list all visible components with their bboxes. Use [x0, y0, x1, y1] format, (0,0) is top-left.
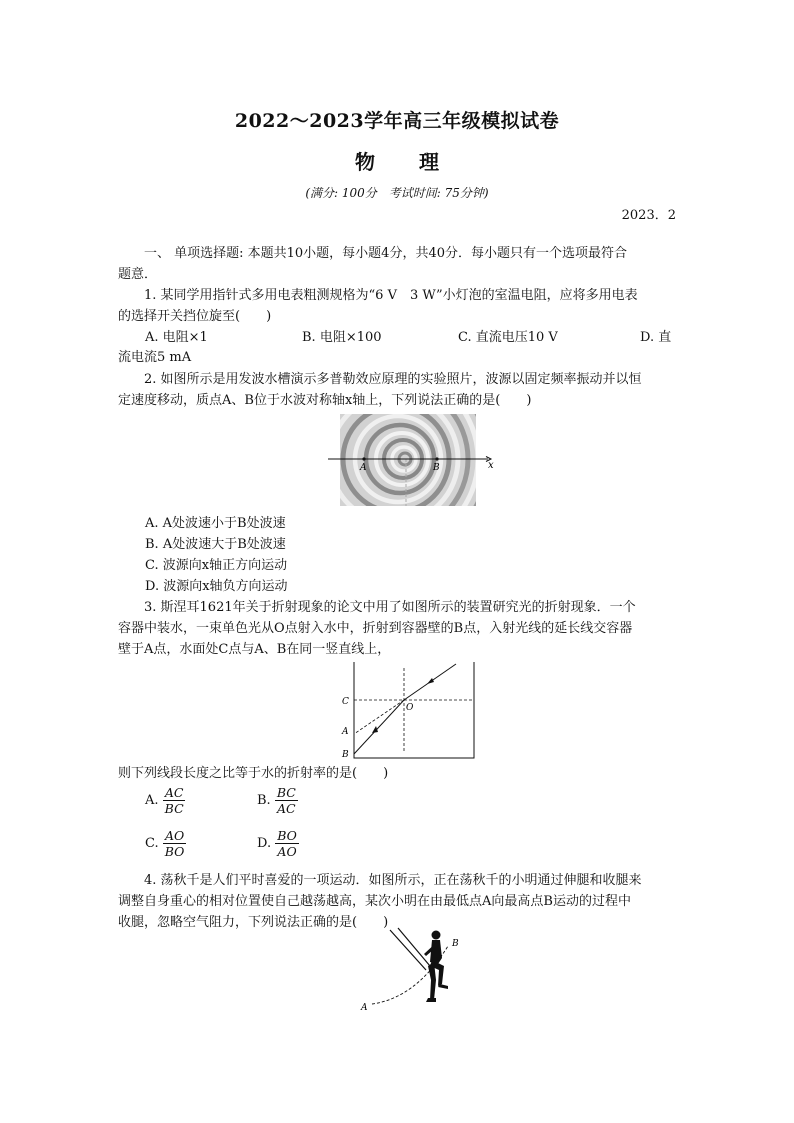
q3-option-d-fraction — [275, 828, 299, 859]
q2-option-c: C. 波源向x轴正方向运动 — [145, 558, 288, 573]
q3-option-a — [145, 785, 186, 816]
point-b-label: B — [433, 463, 440, 473]
exam-title: 2022～2023学年高三年级模拟试卷 — [234, 110, 560, 132]
q3-option-d — [257, 828, 299, 859]
q3-stem-line4: 则下列线段长度之比等于水的折射率的是( ) — [118, 766, 389, 781]
subject-char-1: 物 — [355, 150, 375, 174]
point-b-label: B — [452, 939, 459, 949]
q3-option-c-num: AO — [164, 828, 185, 843]
swing-rope-1 — [390, 930, 426, 970]
section-heading-cont: 题意． — [118, 267, 158, 282]
q4-stem-line3: 收腿，忽略空气阻力，下列说法正确的是( ) — [118, 915, 389, 930]
point-a-label: A — [342, 727, 349, 737]
x-axis-label: x — [488, 460, 494, 471]
person-silhouette — [424, 931, 448, 1003]
point-b-dot — [435, 457, 438, 460]
q3-option-a-fraction — [163, 785, 186, 816]
q3-option-b — [257, 785, 298, 816]
point-o-label: O — [406, 703, 414, 713]
subject-title — [0, 146, 794, 175]
q4-stem-line1: 4. 荡秋千是人们平时喜爱的一项运动．如图所示，正在荡秋千的小明通过伸腿和收腿来 — [144, 873, 642, 888]
q1-option-c: C. 直流电压10 V — [458, 330, 558, 345]
q3-option-b-num: BC — [276, 785, 296, 800]
incident-extension — [354, 700, 404, 734]
point-b-label: B — [342, 750, 349, 760]
q2-option-b: B. A处波速大于B处波速 — [145, 537, 286, 552]
q3-stem-line3: 壁于A点，水面处C点与A、B在同一竖直线上， — [118, 642, 391, 657]
q3-option-c-label: C. — [145, 836, 159, 851]
q3-option-b-fraction — [275, 785, 298, 816]
q3-option-c-fraction — [163, 828, 187, 859]
refracted-ray — [354, 700, 404, 754]
q1-option-a: A. 电阻×1 — [145, 330, 208, 345]
swing-figure — [356, 926, 468, 1014]
ripple-tank-figure — [326, 412, 498, 508]
point-a-dot — [362, 457, 365, 460]
q2-option-a: A. A处波速小于B处波速 — [145, 516, 286, 531]
subject-char-2: 理 — [419, 150, 439, 174]
q3-option-d-num: BO — [277, 828, 297, 843]
q4-stem-line2: 调整自身重心的相对位置使自己越荡越高，某次小明在由最低点A向最高点B运动的过程中 — [118, 894, 631, 909]
q3-option-a-num: AC — [164, 785, 184, 800]
container-walls — [354, 662, 474, 758]
q2-stem-line2: 定速度移动，质点A、B位于水波对称轴x轴上，下列说法正确的是( ) — [118, 393, 532, 408]
q1-option-b: B. 电阻×100 — [302, 330, 382, 345]
exam-note: (满分: 100分 考试时间: 75分钟) — [305, 186, 489, 200]
refracted-arrow — [372, 726, 378, 733]
q3-option-c-den: BO — [164, 844, 185, 859]
q3-option-c — [145, 828, 186, 859]
q2-stem-line1: 2. 如图所示是用发波水槽演示多普勒效应原理的实验照片，波源以固定频率振动并以恒 — [144, 372, 642, 387]
q2-option-d: D. 波源向x轴负方向运动 — [145, 579, 288, 594]
incident-arrow — [427, 678, 434, 684]
point-a-label: A — [361, 1003, 368, 1013]
refraction-figure — [336, 660, 482, 762]
exam-date: 2023．2 — [621, 208, 676, 223]
point-c-label: C — [342, 697, 349, 707]
q3-option-b-den: AC — [277, 801, 296, 816]
q3-option-a-den: BC — [164, 801, 184, 816]
q3-option-d-label: D. — [257, 836, 272, 851]
point-a-label: A — [360, 463, 367, 473]
q3-option-b-label: B. — [257, 793, 271, 808]
q3-option-a-label: A. — [145, 793, 159, 808]
q3-stem-line2: 容器中装水，一束单色光从O点射入水中，折射到容器壁的B点，入射光线的延长线交容器 — [118, 621, 633, 636]
q1-stem-line1: 1. 某同学用指针式多用电表粗测规格为“6 V 3 W”小灯泡的室温电阻，应将多用电表 — [144, 288, 638, 303]
q1-option-d: D. 直 — [640, 330, 672, 345]
swing-rope-2 — [398, 928, 430, 966]
q3-option-d-den: AO — [277, 844, 297, 859]
q3-stem-line1: 3. 斯涅耳1621年关于折射现象的论文中用了如图所示的装置研究光的折射现象．一个 — [144, 600, 636, 615]
section-heading: 一、 单项选择题: 本题共10小题，每小题4分，共40分．每小题只有一个选项最符合 — [144, 246, 628, 261]
q1-stem-line2: 的选择开关挡位旋至( ) — [118, 309, 272, 324]
q1-option-d-cont: 流电流5 mA — [118, 350, 192, 365]
